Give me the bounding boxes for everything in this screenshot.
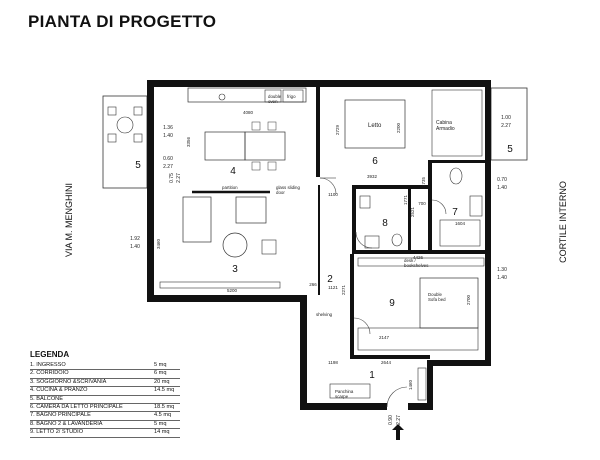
- label-cabina: Cabina Armadio: [436, 120, 455, 132]
- label-double-bed: Double Sofa bed: [428, 292, 446, 303]
- dim-266: 266: [309, 282, 317, 287]
- legend-item-name: 7. BAGNO PRINCIPALE: [30, 412, 91, 419]
- win-7-h: 1.40: [497, 275, 507, 281]
- wardrobe-9: [358, 328, 478, 350]
- room-number-8: 8: [382, 218, 388, 229]
- dim-2700: 2700: [466, 294, 471, 306]
- street-left: VIA M. MENGHINI: [64, 182, 74, 258]
- legend: [30, 350, 180, 438]
- win-3-h: 2.27: [176, 173, 182, 183]
- legend-item: [30, 429, 180, 437]
- room-number-3: 3: [232, 264, 238, 275]
- dim-3460: 3460: [156, 238, 161, 250]
- legend-item-area: 5 mq: [154, 362, 167, 368]
- legend-item-name: 2. CORRIDOIO: [30, 370, 69, 377]
- legend-list: [30, 362, 180, 438]
- dim-4426: 4426: [412, 255, 424, 260]
- legend-item-area: [154, 396, 180, 403]
- legend-item: [30, 387, 180, 395]
- legend-item: [30, 404, 180, 412]
- dim-700: 700: [418, 201, 426, 206]
- dim-2147: 2147: [378, 335, 390, 340]
- win-7-w: 1.30: [497, 267, 507, 273]
- armchair: [262, 240, 276, 254]
- dim-1460: 1460: [408, 379, 413, 391]
- legend-item-area: 14.5 mq: [154, 387, 175, 394]
- win-4-h: 1.40: [130, 244, 140, 250]
- dim-2521: 2521: [410, 206, 415, 218]
- kitchen-island: [205, 132, 245, 160]
- room-number-1: 1: [369, 370, 375, 381]
- room-number-4: 4: [230, 166, 236, 177]
- win-8-h: 2.27: [396, 415, 402, 425]
- room-number-9: 9: [389, 298, 395, 309]
- sink-icon: [219, 94, 225, 100]
- room-number-5-left: 5: [135, 160, 141, 171]
- legend-item-name: 3. SOGGIORNO &SCRIVANIA: [30, 378, 107, 385]
- label-desk: desk / bookshelves: [404, 258, 429, 269]
- legend-item-area: 5 mq: [154, 420, 167, 427]
- legend-item-name: 8. BAGNO 2 & LAVANDERIA: [30, 420, 103, 427]
- win-5-h: 2.27: [501, 123, 511, 129]
- dim-3356: 3356: [186, 136, 191, 148]
- legend-item-name: 5. BALCONE: [30, 395, 63, 402]
- dim-1604: 1604: [454, 221, 466, 226]
- entrance-arrow-icon: [392, 424, 404, 440]
- legend-item-area: 6 mq: [154, 370, 167, 377]
- dim-1735: 1735: [421, 176, 426, 188]
- dim-3932: 3932: [366, 174, 378, 179]
- label-frigo: frigo: [287, 94, 296, 99]
- dim-1771: 1771: [403, 194, 408, 206]
- label-shelving: shelving: [316, 312, 333, 317]
- room-number-6: 6: [372, 156, 378, 167]
- dining-table: [245, 132, 285, 160]
- legend-title: LEGENDA: [30, 350, 70, 359]
- room-number-7: 7: [452, 207, 458, 218]
- dim-4080: 4080: [242, 110, 254, 115]
- legend-item: [30, 412, 180, 420]
- legend-item-name: 4. CUCINA & PRANZO: [30, 387, 88, 394]
- label-partition: partition: [222, 185, 238, 190]
- label-letto: Letto: [368, 123, 382, 129]
- legend-item-name: 1. INGRESSO: [30, 362, 66, 368]
- label-double-oven: double oven: [268, 94, 282, 105]
- dim-2644: 2644: [380, 360, 392, 365]
- win-1-w: 1.36: [163, 125, 173, 131]
- win-6-w: 0.70: [497, 177, 507, 183]
- dim-2200: 2200: [396, 122, 401, 134]
- legend-item: [30, 370, 180, 378]
- win-6-h: 1.40: [497, 185, 507, 191]
- legend-item: [30, 379, 180, 387]
- dining-chairs: [252, 122, 276, 170]
- win-1-h: 1.40: [163, 133, 173, 139]
- win-8-w: 0.90: [388, 415, 394, 425]
- legend-item-area: 4.5 mq: [154, 412, 172, 419]
- win-3-w: 0.75: [169, 173, 175, 183]
- dim-1121: 1121: [328, 285, 338, 290]
- dim-1198: 1198: [328, 360, 338, 365]
- dim-2271: 2271: [341, 284, 346, 296]
- legend-item: [30, 421, 180, 429]
- dim-1100: 1100: [328, 192, 338, 197]
- legend-item: [30, 396, 180, 404]
- sofa-right: [236, 197, 266, 223]
- legend-item-name: 9. LETTO 2/ STUDIO: [30, 429, 84, 436]
- legend-item: [30, 362, 180, 370]
- label-panchina: Panchina scarpe: [335, 389, 354, 400]
- win-5-w: 1.00: [501, 115, 511, 121]
- page-title: PIANTA DI PROGETTO: [28, 12, 217, 31]
- room-number-5-right: 5: [507, 144, 513, 155]
- street-right: CORTILE INTERNO: [558, 181, 568, 263]
- coat-rack: [418, 368, 426, 400]
- tv-unit: [160, 282, 280, 288]
- room-number-2: 2: [327, 274, 333, 285]
- legend-item-area: 18.5 mq: [154, 403, 175, 410]
- win-2-w: 0.60: [163, 156, 173, 162]
- dim-5200: 5200: [226, 288, 238, 293]
- sofa-left: [183, 197, 211, 242]
- legend-item-area: 20 mq: [154, 378, 170, 385]
- label-glass-door: glass sliding door: [276, 185, 300, 196]
- win-2-h: 2.27: [163, 164, 173, 170]
- win-4-w: 1.92: [130, 236, 140, 242]
- coffee-table: [223, 233, 247, 257]
- dim-2729: 2729: [335, 124, 340, 136]
- legend-item-name: 6. CAMERA DA LETTO PRINCIPALE: [30, 403, 123, 410]
- legend-item-area: 14 mq: [154, 429, 170, 436]
- balcony-table-set: [108, 107, 142, 142]
